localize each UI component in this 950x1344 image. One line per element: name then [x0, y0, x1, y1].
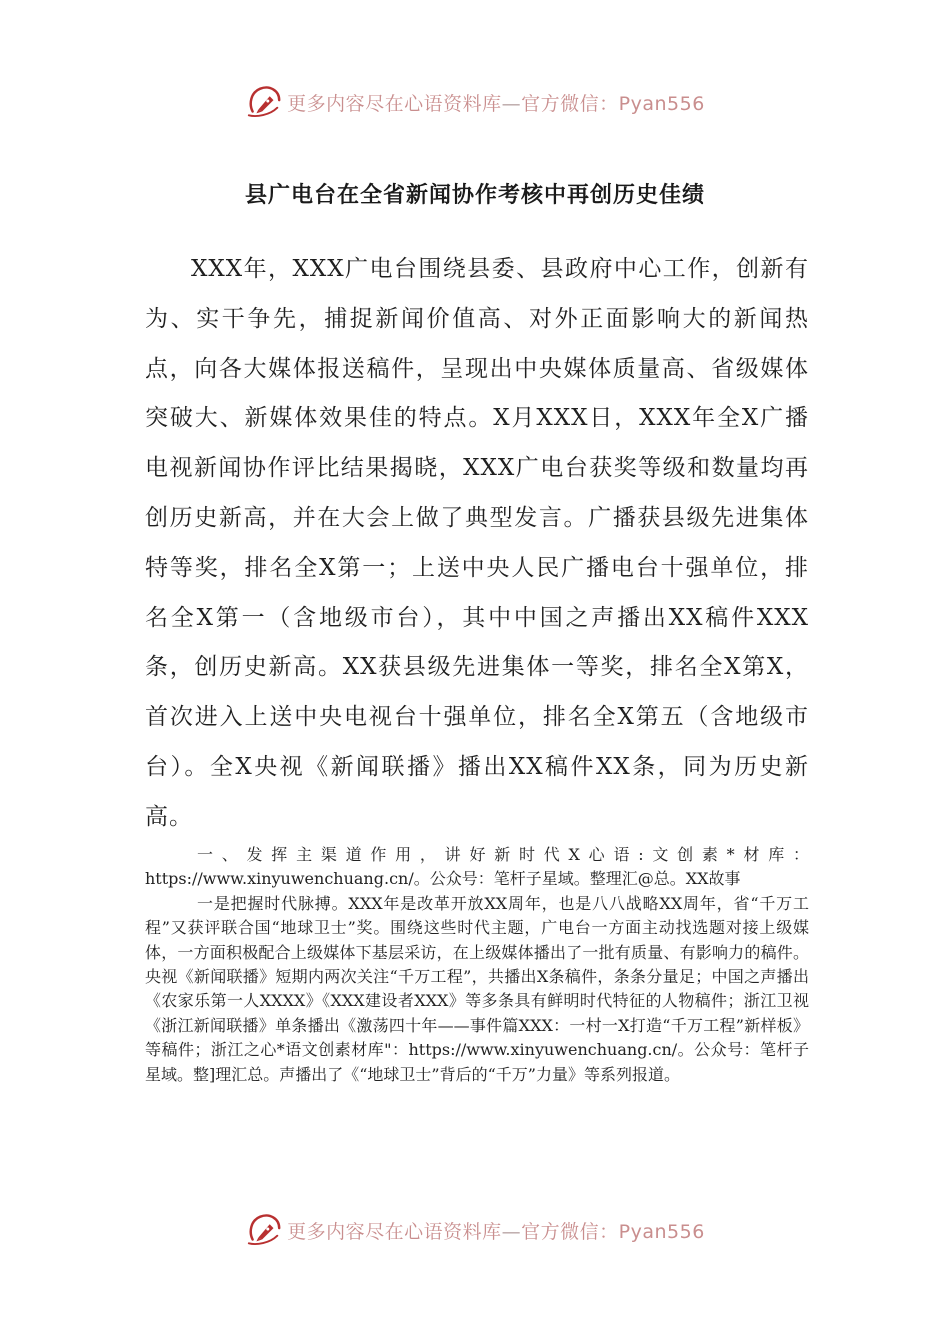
header-banner — [0, 80, 950, 124]
banner-contact-text: 官方微信：Pyan556 — [521, 92, 705, 115]
banner-separator: — — [501, 1220, 522, 1243]
intro-paragraph: XXX年，XXX广电台围绕县委、县政府中心工作，创新有为、实干争先，捕捉新闻价值高、对外正面影响大的新闻热点，向各大媒体报送稿件，呈现出中央媒体质量高、省级媒体突破大、新媒体效果佳的特点。X月XXX日，XXX年全X广播电视新闻协作评比结果揭晓，XXX广电台获奖等级和数量均再创历史新高，并在大会上做了典型发言。广播获县级先进集体特等奖，排名全X第一；上送中央人民广播电台十强单位，排名全X第一（含地级市台），其中中国之声播出XX稿件XXX条，创历史新高。XX获县级先进集体一等奖，排名全X第X，首次进入上送中央电视台十强单位，排名全X第五（含地级市台）。全X央视《新闻联播》播出XX稿件XX条，同为历史新高。 — [145, 256, 809, 830]
section-heading: 一、发挥主渠道作用，讲好新时代X心语:文创素*材库：https://www.xinyuwenchuang.cn/。公众号：笔杆子星域。整理汇@总。XX故事 — [145, 845, 809, 889]
pen-nib-circle-icon — [245, 83, 283, 121]
banner-main-text: 更多内容尽在心语资料库 — [287, 92, 502, 115]
banner-text — [287, 89, 705, 116]
banner-main-text: 更多内容尽在心语资料库 — [287, 1220, 502, 1243]
document-title: 县广电台在全省新闻协作考核中再创历史佳绩 — [244, 183, 705, 208]
footer-banner — [0, 1208, 950, 1252]
banner-separator: — — [501, 92, 522, 115]
banner-text — [287, 1217, 705, 1244]
pen-nib-circle-icon — [245, 1211, 283, 1249]
banner-contact-text: 官方微信：Pyan556 — [521, 1220, 705, 1243]
section-body — [145, 843, 809, 1087]
section-paragraph: 一是把握时代脉搏。XXX年是改革开放XX周年，也是八八战略XX周年，省“千万工程”又获评联合国“地球卫士”奖。围绕这些时代主题，广电台一方面主动找选题对接上级媒体，一方面积极配合上级媒体下基层采访，在上级媒体播出了一批有质量、有影响力的稿件。央视《新闻联播》短期内两次关注“千万工程”，共播出X条稿件，条条分量足；中国之声播出《农家乐第一人XXXX》《XXX建设者XXX》等多条具有鲜明时代特征的人物稿件；浙江卫视《浙江新闻联播》单条播出《激荡四十年——事件篇XXX：一村一X打造“千万工程”新样板》等稿件；浙江之心*语文创素材库"：https://www.xinyuwenchuang.cn/。公众号：笔杆子星域。整]理汇总。声播出了《“地球卫士”背后的“千万”力量》等系列报道。 — [145, 893, 809, 1084]
